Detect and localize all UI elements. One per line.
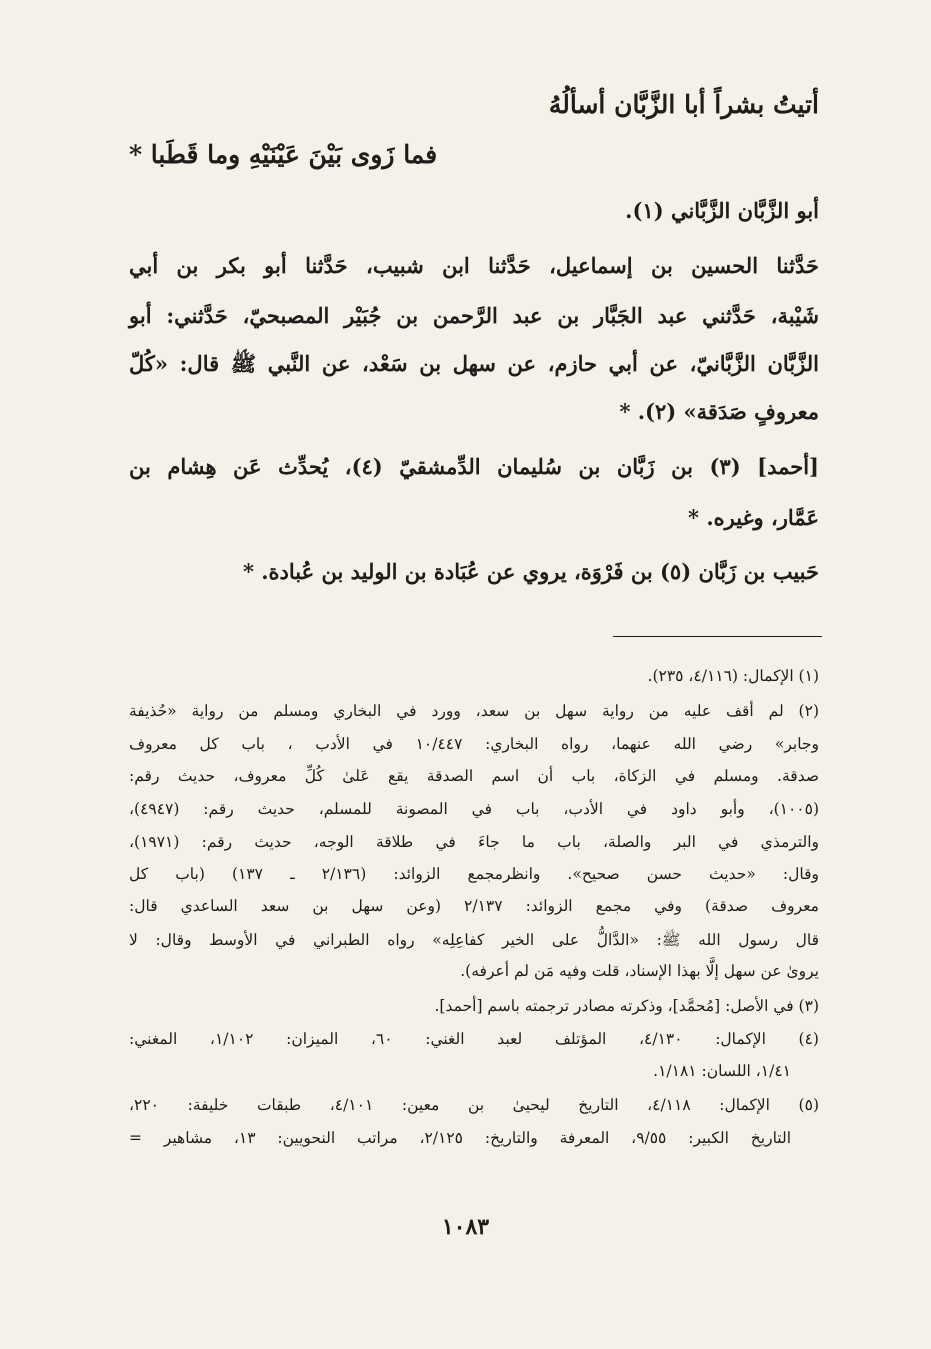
footnote-line: قال رسول الله ﷺ: «الدَّالُّ على الخير كفاعِلِه» رواه الطبراني في الأوسط وقال: لا	[129, 931, 819, 949]
footnote-line: وقال: «حديث حسن صحيح». وانظرمجمع الزوائد: (٢/١٣٦ ـ ١٣٧) (باب كل	[129, 865, 819, 883]
entry-habib-line: حَبيب بن زَبَّان (٥) بن فَرْوَة، يروي عن عُبَادة بن الوليد بن عُبادة. *	[242, 559, 819, 584]
entry-ahmad-line: [أحمد] (٣) بن زَبَّان بن سُليمان الدِّمشقيّ (٤)، يُحدِّث عَن هِشام بن	[129, 454, 819, 479]
page-number: ١٠٨٣	[441, 1214, 490, 1240]
poem-line-1: أتيتُ بشراً أبا الزَّبَّان أسألُهُ	[548, 90, 819, 119]
footnote-line: (١) الإكمال: (٤/١١٦، ٢٣٥).	[647, 667, 819, 685]
poem-line-2: فما زَوى بَيْنَ عَيْنَيْهِ وما قَطَبا *	[129, 140, 438, 169]
footnote-line: (٣) في الأصل: [مُحمَّد]، وذكرته مصادر ترجمته باسم [أحمد].	[434, 997, 819, 1015]
footnote-line: وجابر» رضي الله عنهما، رواه البخاري: ١٠/٤٤٧ في الأدب ، باب كل معروف	[129, 735, 820, 753]
entry-ahmad-line: عَمَّار، وغيره. *	[688, 505, 819, 530]
footnote-line: التاريخ الكبير: ٩/٥٥، المعرفة والتاريخ: ٢/١٢٥، مراتب النحويين: ١٣، مشاهير =	[129, 1129, 791, 1147]
footnote-line: (٢) لم أقف عليه من رواية سهل بن سعد، وورد في البخاري ومسلم من رواية «حُذيفة	[129, 702, 819, 720]
footnote-line: صدقة. ومسلم في الزكاة، باب أن اسم الصدقة يقع عَلىٰ كُلِّ معروف، حديث رقم:	[129, 767, 819, 785]
hadith-line: الزَّبَّان الزَّبَّانيّ، عن أبي حازم، عن سهل بن سَعْد، عن النَّبي ﷺ قال: «كُلّ	[129, 351, 819, 376]
hadith-line: معروفٍ صَدَقة» (٢). *	[619, 399, 819, 424]
footnote-line: ١/٤١، اللسان: ١/١٨١.	[653, 1062, 791, 1080]
footnote-line: معروف صدقة) وفي مجمع الزوائد: ٢/١٣٧ (وعن سهل بن سعد الساعدي قال:	[129, 897, 819, 915]
footnote-line: (١٠٠٥)، وأبو داود في الأدب، باب في المصونة للمسلم، حديث رقم: (٤٩٤٧)،	[129, 800, 819, 818]
footnote-line: (٤) الإكمال: ٤/١٣٠، المؤتلف لعبد الغني: ٦٠، الميزان: ١/١٠٢، المغني:	[129, 1030, 819, 1048]
entry-heading: أبو الزَّبَّان الزَّبَّاني (١).	[625, 198, 819, 223]
footnote-separator	[613, 636, 822, 637]
hadith-line: شَيْبة، حَدَّثني عبد الجَبَّار بن عبد الرَّحمن بن جُبَيْر المصبحيّ، حَدَّثني: أبو	[129, 303, 819, 328]
hadith-line: حَدَّثنا الحسين بن إسماعيل، حَدَّثنا ابن شبيب، حَدَّثنا أبو بكر بن أبي	[129, 253, 819, 278]
footnote-line: يروىٰ عن سهل إلَّا بهذا الإسناد، قلت وفيه مَن لم أعرفه).	[460, 962, 819, 980]
footnote-line: والترمذي في البر والصلة، باب ما جاءَ في طلاقة الوجه، حديث رقم: (١٩٧١)،	[129, 833, 819, 851]
footnote-line: (٥) الإكمال: ٤/١١٨، التاريخ ليحيىٰ بن معين: ٤/١٠١، طبقات خليفة: ٢٢٠،	[129, 1096, 819, 1114]
